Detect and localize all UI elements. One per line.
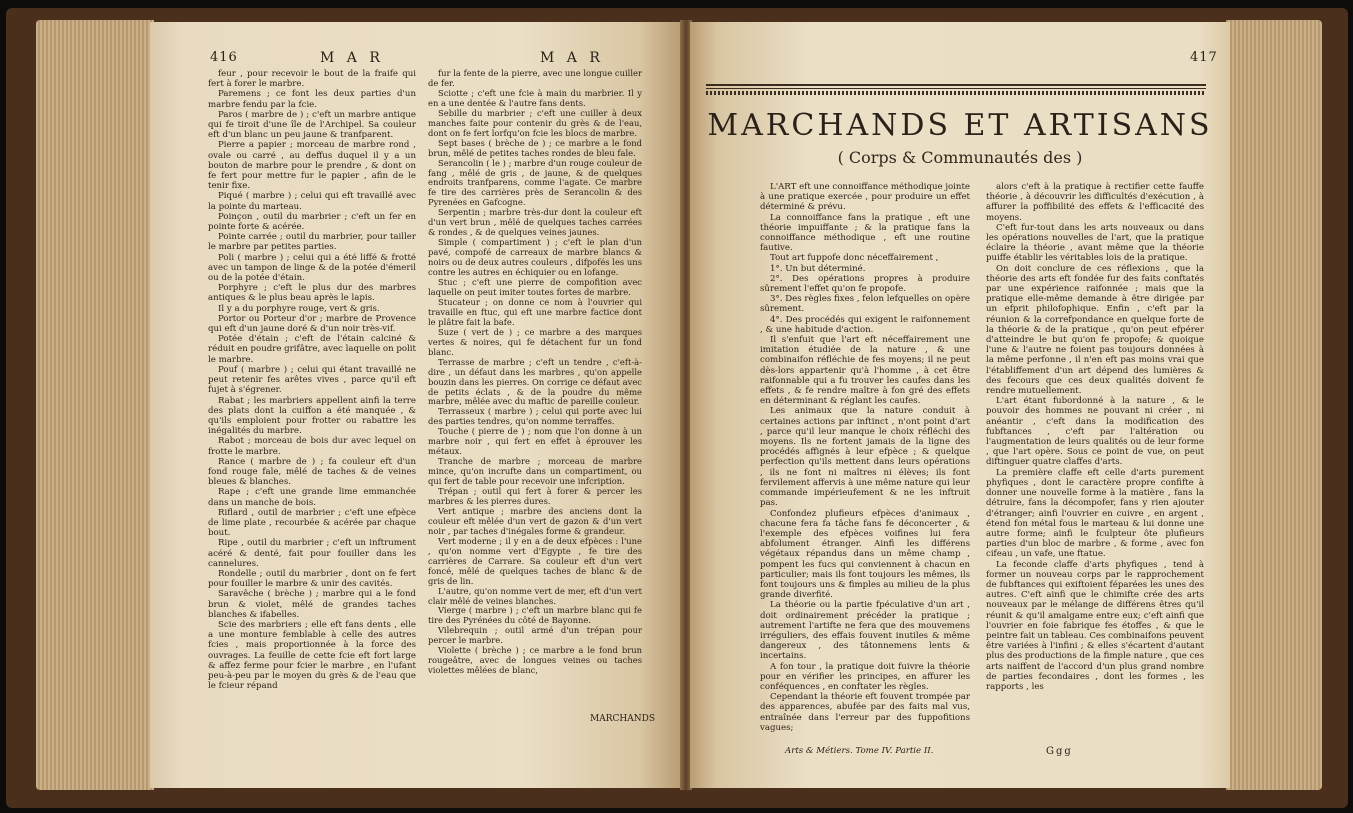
paragraph: Portor ou Porteur d'or ; marbre de Provence qui eft d'un jaune doré & d'un noir très-vif. — [208, 313, 416, 335]
left-column-2 — [428, 69, 642, 676]
paragraph: La théorie ou la partie fpéculative d'un art , doit ordinairement précéder la pratique ; autrement l'artifte ne fera que des mouvemens irréguliers, des effais fouvent inutiles & même dangereux , des tâtonnemens lents & incertains. — [760, 600, 970, 662]
paragraph: 1°. Un but déterminé. — [770, 263, 866, 274]
left-column-1 — [208, 69, 416, 691]
paragraph: Vert moderne ; il y en a de deux efpèces : l'une , qu'on nomme vert d'Egypte , fe tire des carrières de Carrare. Sa couleur eft d'un vert foncé, mêlé de quelques taches de blanc & de gris de lin. — [428, 535, 642, 586]
paragraph: Il s'enfuit que l'art eft néceffairement une imitation étudiée de la nature , & une combinaifon réfléchie de fes moyens; il ne peut dès-lors appartenir qu'à l'homme , à cet être raifonnable qui a fu trouver les caufes dans les effets , & fe rendre maître à fon gré des effets en déterminant & réglant les caufes. — [760, 335, 970, 407]
right-column-1 — [760, 182, 970, 733]
paragraph: Vierge ( marbre ) ; c'eft un marbre blanc qui fe tire des Pyrénées du côté de Bayonne. — [428, 605, 642, 626]
paragraph: Piqué ( marbre ) ; celui qui eft travaillé avec la pointe du marteau. — [208, 191, 416, 212]
paragraph: C'eft fur-tout dans les arts nouveaux ou dans les opérations nouvelles de l'art, que la pratique éclaire la théorie , avant même que la théorie puiffe établir les véritables lois de la pratique. — [986, 222, 1204, 264]
paragraph: Vilebrequin ; outil armé d'un trépan pour percer le marbre. — [428, 625, 642, 646]
right-page — [690, 22, 1230, 788]
paragraph: 2°. Des opérations propres à produire sûrement l'effet qu'on fe propofe. — [760, 273, 970, 295]
paragraph: Serancolin ( le ) ; marbre d'un rouge couleur de fang , mêlé de gris , de jaune, & de quelques endroits tranfparens, comme l'agate. Ce marbre fe tire des carrières près de Serancolin & des Pyrenées en Gafcogne. — [428, 157, 642, 208]
paragraph: fur la fente de la pierre, avec une longue cuiller de fer. — [428, 68, 642, 88]
section-title: MARCHANDS ET ARTISANS — [707, 108, 1213, 143]
paragraph: Rabot ; morceau de bois dur avec lequel on frotte le marbre. — [208, 436, 416, 457]
paragraph: Potée d'étain ; c'eft de l'étain calciné & réduit en poudre grifâtre, avec laquelle on polit le marbre. — [208, 334, 416, 365]
paragraph: Rondelle ; outil du marbrier , dont on fe fert pour fouiller le marbre & unir des cavités. — [208, 568, 416, 590]
paragraph: Paremens ; ce font les deux parties d'un marbre fendu par la fcie. — [208, 89, 416, 110]
paragraph: Tout art fuppofe donc néceffairement , — [770, 253, 939, 264]
paragraph: 3°. Des règles fixes , felon lefquelles on opère sûrement. — [760, 294, 970, 315]
right-column-2 — [986, 182, 1204, 692]
paragraph: Pierre a papier ; morceau de marbre rond , ovale ou carré , au deffus duquel il y a un bouton de marbre pour le prendre , & dont on fe fert pour mettre fur le papier , afin de le tenir fixe. — [208, 140, 416, 192]
paragraph: Simple ( compartiment ) ; c'eft le plan d'un pavé, compofé de carreaux de marbre blancs & noirs ou de deux autres couleurs , difpofés les uns contre les autres en échiquier ou en lofange. — [428, 237, 642, 278]
paragraph: Vert antique ; marbre des anciens dont la couleur eft mêlée d'un vert de gazon & d'un vert noir , par taches d'inégales forme & grandeur. — [428, 505, 642, 536]
paragraph: Suze ( vert de ) ; ce marbre a des marques vertes & noires, qui fe détachent fur un fond blanc. — [428, 326, 642, 357]
paragraph: 4°. Des procédés qui exigent le raifonnement , & une habitude d'action. — [760, 314, 970, 335]
paragraph: Saravêche ( brèche ) ; marbre qui a le fond brun & violet, mêlé de grandes taches blanches & ifabelles. — [208, 589, 416, 620]
paragraph: Pointe carrée ; outil du marbrier, pour tailler le marbre par petites parties. — [208, 232, 416, 253]
paragraph: Porphyre ; c'eft le plus dur des marbres antiques & le plus beau après le lapis. — [208, 283, 416, 304]
paragraph: Riflard , outil de marbrier ; c'eft une efpèce de lime plate , recourbée & acérée par chaque bout. — [208, 507, 416, 539]
paragraph: Terrasseux ( marbre ) ; celui qui porte avec lui des parties tendres, qu'on nomme terraffes. — [428, 406, 642, 427]
signature-mark: Ggg — [1046, 746, 1073, 757]
footer-imprint: Arts & Métiers. Tome IV. Partie II. — [785, 746, 934, 756]
paragraph: Poli ( marbre ) ; celui qui a été liffé & frotté avec un tampon de linge & de la potée d'émeril ou de la potée d'étain. — [208, 252, 416, 284]
paragraph: Sebille du marbrier ; c'eft une cuiller à deux manches faite pour contenir du grès & de l'eau, dont on fe fert lorfqu'on fcie les blocs de marbre. — [428, 107, 642, 138]
paragraph: Serpentin ; marbre très-dur dont la couleur eft d'un vert brun , mêlé de quelques taches carrées & rondes , & de quelques veines jaunes. — [428, 207, 642, 238]
paragraph: Scie des marbriers ; elle eft fans dents , elle a une monture femblable à celle des autres fcies , mais proportionnée à la force des ouvrages. La feuille de cette fcie eft fort large & affez ferme pour fcier le marbre , en l'ufant peu-à-peu par le moyen du grès & de l'eau que le fcieur répand — [208, 619, 416, 692]
paragraph: Ripe , outil du marbrier ; c'eft un inftrument acéré & denté, fait pour fouiller dans les cannelures. — [208, 538, 416, 569]
left-page-number: 416 — [210, 50, 238, 65]
paragraph: La première claffe eft celle d'arts purement phyfiques , dont le caractère propre confifte à donner une nouvelle forme à la matière , fans la détruire, fans la décompofer, fans y rien ajouter d'étranger; ainfi l'ouvrier en cuivre , en argent , étend fon métal fous le marteau & lui donne une autre forme; ainfi le fculpteur ôte plufieurs parties d'un bloc de marbre , & forme , avec fon cifeau , un vafe, une ftatue. — [986, 467, 1204, 560]
paragraph: La connoiffance fans la pratique , eft une théorie impuiffante ; & la pratique fans la connoiffance méthodique , eft une routine fautive. — [760, 212, 970, 254]
paragraph: Il y a du porphyre rouge, vert & gris. — [218, 303, 380, 314]
paragraph: On doit conclure de ces réflexions , que la théorie des arts eft fondée fur des faits conftatés par une expérience raifonnée ; mais que la pratique elle-même demande à être dirigée par un efprit philofophique. Enfin , c'eft par la réunion & la correfpondance en quelque forte de la théorie & de la pratique , qu'on peut efpérer d'atteindre le but qu'on fe propofe; & quoique l'une & l'autre ne foient pas toujours données à la même perfonne , il n'en eft pas moins vrai que l'établiffement d'un art dépend des lumières & des fecours que ces deux qualités doivent fe rendre mutuellement. — [986, 263, 1204, 397]
left-page-edges — [36, 20, 154, 790]
paragraph: Rance ( marbre de ) ; fa couleur eft d'un fond rouge fale, mêlé de taches & de veines bleues & blanches. — [208, 456, 416, 488]
header-rule — [706, 84, 1206, 95]
paragraph: Poinçon , outil du marbrier ; c'eft un fer en pointe forte & acérée. — [208, 211, 416, 233]
paragraph: Violette ( brèche ) ; ce marbre a le fond brun rougeâtre, avec de longues veines ou taches violettes mêlées de blanc, — [428, 645, 642, 676]
left-running-head-2: M A R — [540, 50, 604, 66]
paragraph: L'ART eft une connoiffance méthodique jointe à une pratique exercée , pour produire un effet déterminé & prévu. — [760, 182, 970, 213]
paragraph: Paros ( marbre de ) ; c'eft un marbre antique qui fe tiroit d'une île de l'Archipel. Sa couleur eft d'un blanc un peu jaune & tranfparent. — [208, 109, 416, 141]
right-page-edges — [1226, 20, 1322, 790]
paragraph: Terrasse de marbre ; c'eft un tendre , c'eft-à-dire , un défaut dans les marbres , qu'on appelle bouzin dans les pierres. On corrige ce défaut avec de petits éclats , & de la poudre du même marbre, mêlée avec du maftic de pareille couleur. — [428, 356, 642, 407]
paragraph: Cependant la théorie eft fouvent trompée par des apparences, abufée par des faits mal vus, entraînée dans l'erreur par des fuppofitions vagues; — [760, 692, 970, 733]
paragraph: Stuc ; c'eft une pierre de compofition avec laquelle on peut imiter toutes fortes de marbre. — [428, 277, 642, 297]
paragraph: Rape ; c'eft une grande lime emmanchée dans un manche de bois. — [208, 487, 416, 508]
paragraph: Les animaux que la nature conduit à certaines actions par inftinct , n'ont point d'art , parce qu'il leur manque le choix réfléchi des moyens. Ils ne fortent jamais de la ligne des procédés affignés à leur efpèce ; & quelque perfection qu'ils mettent dans leurs opérations , ils ne font ni maîtres ni élèves; ils font fervilement affervis à une même nature qui leur commande impérieufement & ne les inftruit pas. — [760, 406, 970, 509]
paragraph: feur , pour recevoir le bout de la fraife qui fert à forer le marbre. — [208, 69, 416, 90]
paragraph: La feconde claffe d'arts phyfiques , tend à former un nouveau corps par le rapprochement de fubftances qui exiftoient féparées les unes des autres. C'eft ainfi que le chimifte crée des arts nouveaux par le mélange de différens êtres qu'il réunit & qu'il amalgame entre eux; c'eft ainfi que l'ouvrier en foie fabrique fes étoffes , & que le peintre fait un tableau. Ces combinaifons peuvent être variées à l'infini ; & elles s'écartent d'autant plus des productions de la fimple nature , que ces arts naiffent de l'accord d'un plus grand nombre de parties fecondaires , dont les formes , les rapports , les — [986, 559, 1204, 692]
paragraph: Pouf ( marbre ) ; celui qui étant travaillé ne peut retenir fes arêtes vives , parce qu'il eft fujet à s'égrener. — [208, 364, 416, 396]
paragraph: Confondez plufieurs efpèces d'animaux , chacune fera fa tâche fans fe déconcerter , & l'exemple des efpèces voifines lui fera abfolument étranger. Ainfi les différens végétaux répandus dans un même champ , pompent les fucs qui conviennent à chacun en particulier; mais ils font toujours les mêmes, ils font toujours uns & fimples au milieu de la plus grande diverfité. — [760, 508, 970, 601]
left-running-head: M A R — [320, 50, 384, 66]
paragraph: A fon tour , la pratique doit fuivre la théorie pour en vérifier les principes, en affurer les conféquences , en conftater les règles. — [760, 661, 970, 692]
paragraph: L'autre, qu'on nomme vert de mer, eft d'un vert clair mêlé de veines blanches. — [428, 585, 642, 606]
paragraph: Rabat ; les marbriers appellent ainfi la terre des plats dont la cuiffon a été manquée , & qu'ils emploient pour frotter ou rabattre les inégalités du marbre. — [208, 395, 416, 437]
right-page-number: 417 — [1190, 50, 1218, 65]
paragraph: Sept bases ( brèche de ) ; ce marbre a le fond brun, mêlé de petites taches rondes de bleu fale. — [428, 137, 642, 158]
paragraph: L'art étant fubordonné à la nature , & le pouvoir des hommes ne pouvant ni créer , ni anéantir , c'eft dans la modification des fubftances , c'eft par l'altération ou l'augmentation de leurs qualités ou de leur forme , que l'art opère. Sous ce point de vue, on peut diftinguer quatre claffes d'arts. — [986, 396, 1204, 468]
section-subtitle: ( Corps & Communautés des ) — [837, 148, 1083, 167]
paragraph: Sciotte ; c'eft une fcie à main du marbrier. Il y en a une dentée & l'autre fans dents. — [428, 87, 642, 108]
paragraph: Stucateur ; on donne ce nom à l'ouvrier qui travaille en ftuc, qui eft une marbre factice dont le plâtre fait la bafe. — [428, 296, 642, 327]
paragraph: alors c'eft à la pratique à rectifier cette fauffe théorie , à découvrir les difficultés d'exécution , à affurer la poffibilité des effets & l'efficacité des moyens. — [986, 182, 1204, 223]
left-page — [150, 22, 682, 788]
paragraph: Trépan ; outil qui fert à forer & percer les marbres & les pierres dures. — [428, 486, 642, 506]
catchword: MARCHANDS — [590, 714, 655, 724]
paragraph: Touche ( pierre de ) ; nom que l'on donne à un marbre noir , qui fert en effet à éprouver les métaux. — [428, 426, 642, 457]
paragraph: Tranche de marbre ; morceau de marbre mince, qu'on incrufte dans un compartiment, ou qui fert de table pour recevoir une infcription. — [428, 456, 642, 487]
